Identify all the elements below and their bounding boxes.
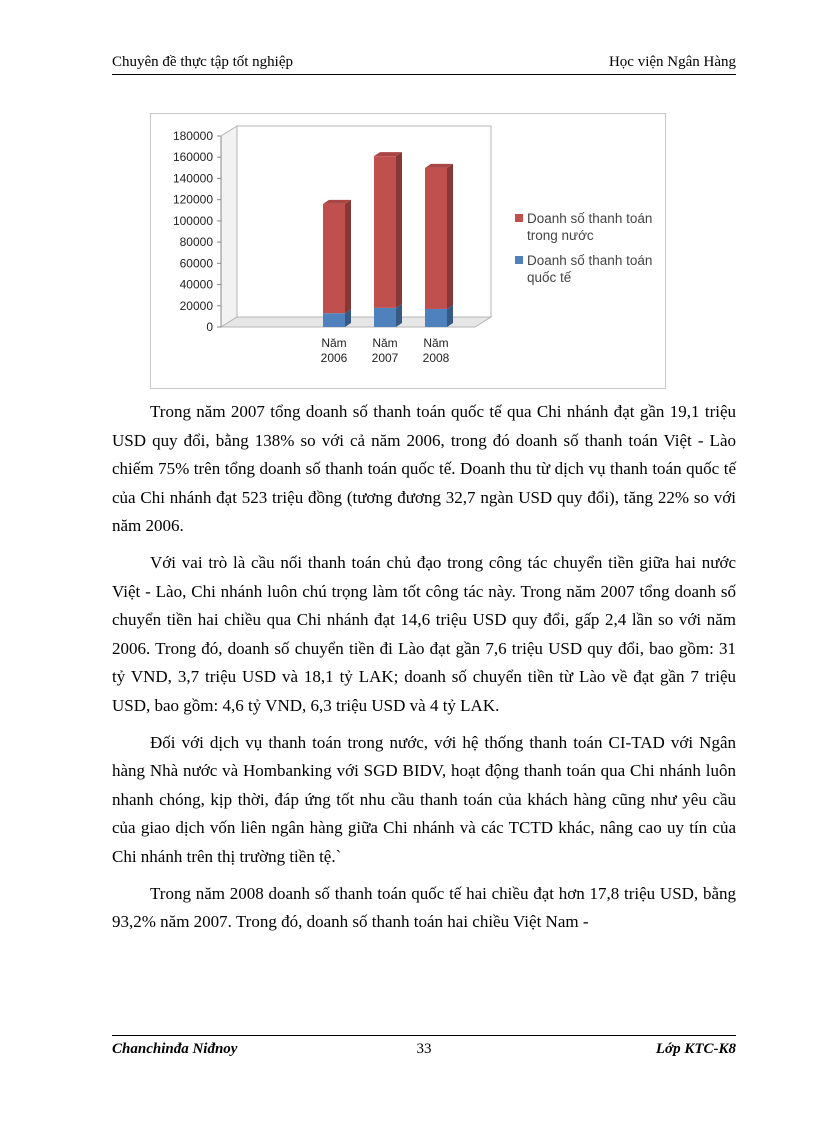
x-category-label-2-1: 2008 [422, 351, 450, 365]
y-tick-label: 180000 [172, 129, 213, 143]
page-footer [112, 1035, 736, 1062]
chart-side-wall [221, 126, 237, 327]
body-text [112, 398, 736, 945]
legend-label-international-line1: Doanh số thanh toán [527, 253, 653, 268]
y-tick-label: 0 [206, 320, 213, 334]
y-tick-label: 100000 [172, 213, 213, 228]
y-tick-label: 120000 [172, 192, 213, 207]
bar-domestic-1 [374, 156, 396, 308]
y-tick-label: 60000 [179, 256, 213, 271]
y-tick-label: 80000 [179, 235, 213, 250]
x-category-label-1-0: Năm [372, 336, 398, 350]
bar-side-1-2 [447, 164, 453, 309]
x-category-label-1-1: 2007 [371, 351, 399, 365]
bar-international-0 [323, 313, 345, 327]
page-number: 33 [416, 1041, 432, 1057]
bar-international-1 [374, 308, 396, 327]
x-category-label-0-1: 2006 [320, 351, 348, 365]
legend-label-domestic-line2: trong nước [527, 228, 594, 243]
y-tick-label: 160000 [172, 150, 213, 165]
legend-label-international-line2: quốc tế [527, 270, 572, 285]
paragraph-2: Với vai trò là cầu nối thanh toán chủ đạo trong công tác chuyển tiền giữa hai nước Việt - Lào, Chi nhánh luôn chú trọng làm tốt công tác này. Trong năm 2007 tổng doanh số chuyển tiền hai chiều qua Chi nhánh đạt 14,6 triệu USD quy đổi, gấp 2,4 lần so với năm 2006. Trong đó, doanh số chuyển tiền đi Lào đạt gần 7,6 triệu USD quy đổi, bao gồm: 31 tỷ VND, 3,7 triệu USD và 18,1 tỷ LAK; doanh số chuyển tiền từ Lào về đạt gần 7 triệu USD, bao gồm: 4,6 tỷ VND, 6,3 triệu USD và 4 tỷ LAK. [112, 552, 736, 715]
x-category-label-0-0: Năm [321, 336, 347, 350]
chart-legend [515, 210, 663, 294]
header-right-title: Học viện Ngân Hàng [608, 54, 736, 70]
paragraph-4: Trong năm 2008 doanh số thanh toán quốc tế hai chiều đạt hơn 17,8 triệu USD, bằng 93,2% năm 2007. Trong đó, doanh số thanh toán hai chiều Việt Nam - [112, 883, 736, 932]
legend-item-domestic [515, 210, 663, 244]
y-tick-label: 20000 [179, 298, 213, 313]
bar-domestic-0 [323, 204, 345, 313]
paragraph-1: Trong năm 2007 tổng doanh số thanh toán quốc tế qua Chi nhánh đạt gần 19,1 triệu USD quy đổi, bằng 138% so với cả năm 2006, trong đó doanh số thanh toán Việt - Lào chiếm 75% trên tổng doanh số thanh toán quốc tế. Doanh thu từ dịch vụ thanh toán quốc tế của Chi nhánh đạt 523 triệu đồng (tương đương 32,7 ngàn USD quy đổi), tăng 22% so với năm 2006. [112, 402, 736, 536]
bar-international-2 [425, 309, 447, 327]
y-tick-label: 140000 [172, 171, 213, 186]
legend-swatch-international [515, 256, 523, 264]
page-header [112, 52, 736, 75]
footer-author: Chanchinđa Niđnoy [112, 1041, 238, 1057]
y-tick-label: 40000 [179, 277, 213, 292]
legend-swatch-domestic [515, 214, 523, 222]
x-category-label-2-0: Năm [423, 336, 449, 350]
bar-side-1-1 [396, 152, 402, 308]
bar-side-1-0 [345, 200, 351, 313]
bar-domestic-2 [425, 168, 447, 309]
paragraph-3: Đối với dịch vụ thanh toán trong nước, với hệ thống thanh toán CI-TAD với Ngân hàng Nhà nước và Hombanking với SGD BIDV, hoạt động thanh toán qua Chi nhánh luôn nhanh chóng, kịp thời, đáp ứng tốt nhu cầu thanh toán của khách hàng cũng như yêu cầu của giao dịch vốn liên ngân hàng giữa Chi nhánh và các TCTD khác, nâng cao uy tín của Chi nhánh trên thị trường tiền tệ.` [112, 732, 736, 866]
legend-label-domestic-line1: Doanh số thanh toán [527, 211, 653, 226]
legend-item-international [515, 252, 663, 286]
bar-side-0-1 [396, 304, 402, 327]
revenue-chart [150, 113, 666, 389]
header-left-title: Chuyên đề thực tập tốt nghiệp [112, 54, 294, 70]
footer-class: Lớp KTC-K8 [655, 1041, 736, 1057]
